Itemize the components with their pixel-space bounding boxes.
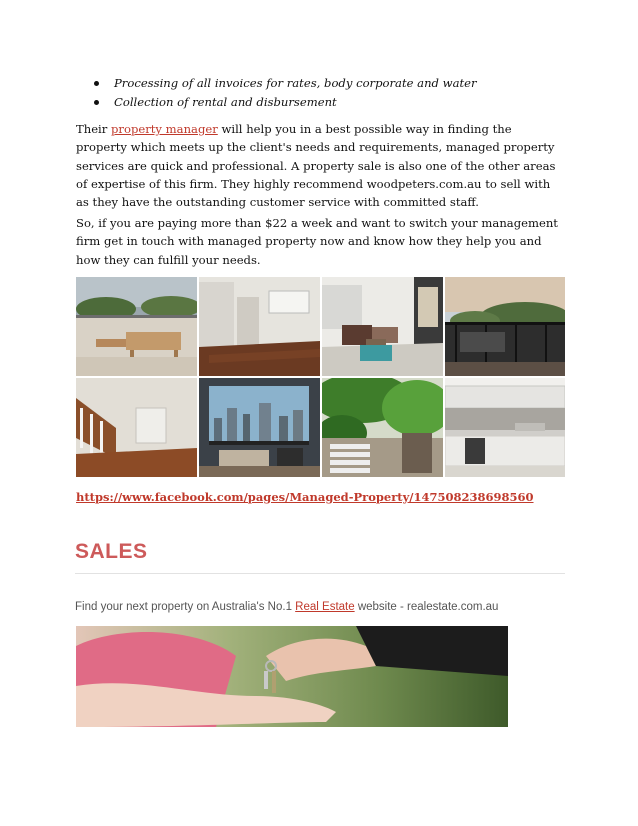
key-handover-photo [76,626,508,727]
property-manager-paragraph: Their property manager will help you in a best possible way in finding the property which meets up the client's needs and requirements, managed property services are quick and professional. A property sale is also one of the other areas of expertise of this firm. They highly recommend woodpeters.com.au to sell with as they have the outstanding customer service with committed staff. [76,122,556,210]
gallery-photo-stairs [76,378,197,477]
real-estate-link[interactable]: Real Estate [295,601,355,613]
gallery-photo-empty-room [199,277,320,376]
bullet-dot-icon [94,100,99,105]
sales-description: Find your next property on Australia's No.1 Real Estate website - realestate.com.au [75,601,499,613]
bullet-item: Collection of rental and disbursement [94,93,477,112]
bullet-dot-icon [94,81,99,86]
gallery-photo-city-view [199,378,320,477]
sales-heading: SALES [75,540,148,563]
gallery-photo-kitchen [445,378,565,477]
gallery-photo-balcony-view [445,277,565,376]
heading-divider [75,573,565,574]
bullet-item: Processing of all invoices for rates, body corporate and water [94,74,477,93]
property-photo-gallery [76,277,565,478]
gallery-photo-balcony [76,277,197,376]
property-manager-link[interactable]: property manager [111,122,218,136]
facebook-page-link[interactable]: https://www.facebook.com/pages/Managed-Property/147508238698560 [76,490,534,504]
service-bullet-list [94,74,477,112]
gallery-photo-garden [322,378,443,477]
gallery-photo-lounge [322,277,443,376]
switch-firm-paragraph: So, if you are paying more than $22 a week and want to switch your management firm get in touch with managed property now and know how they help you and how they can fulfill your needs. [76,216,558,267]
